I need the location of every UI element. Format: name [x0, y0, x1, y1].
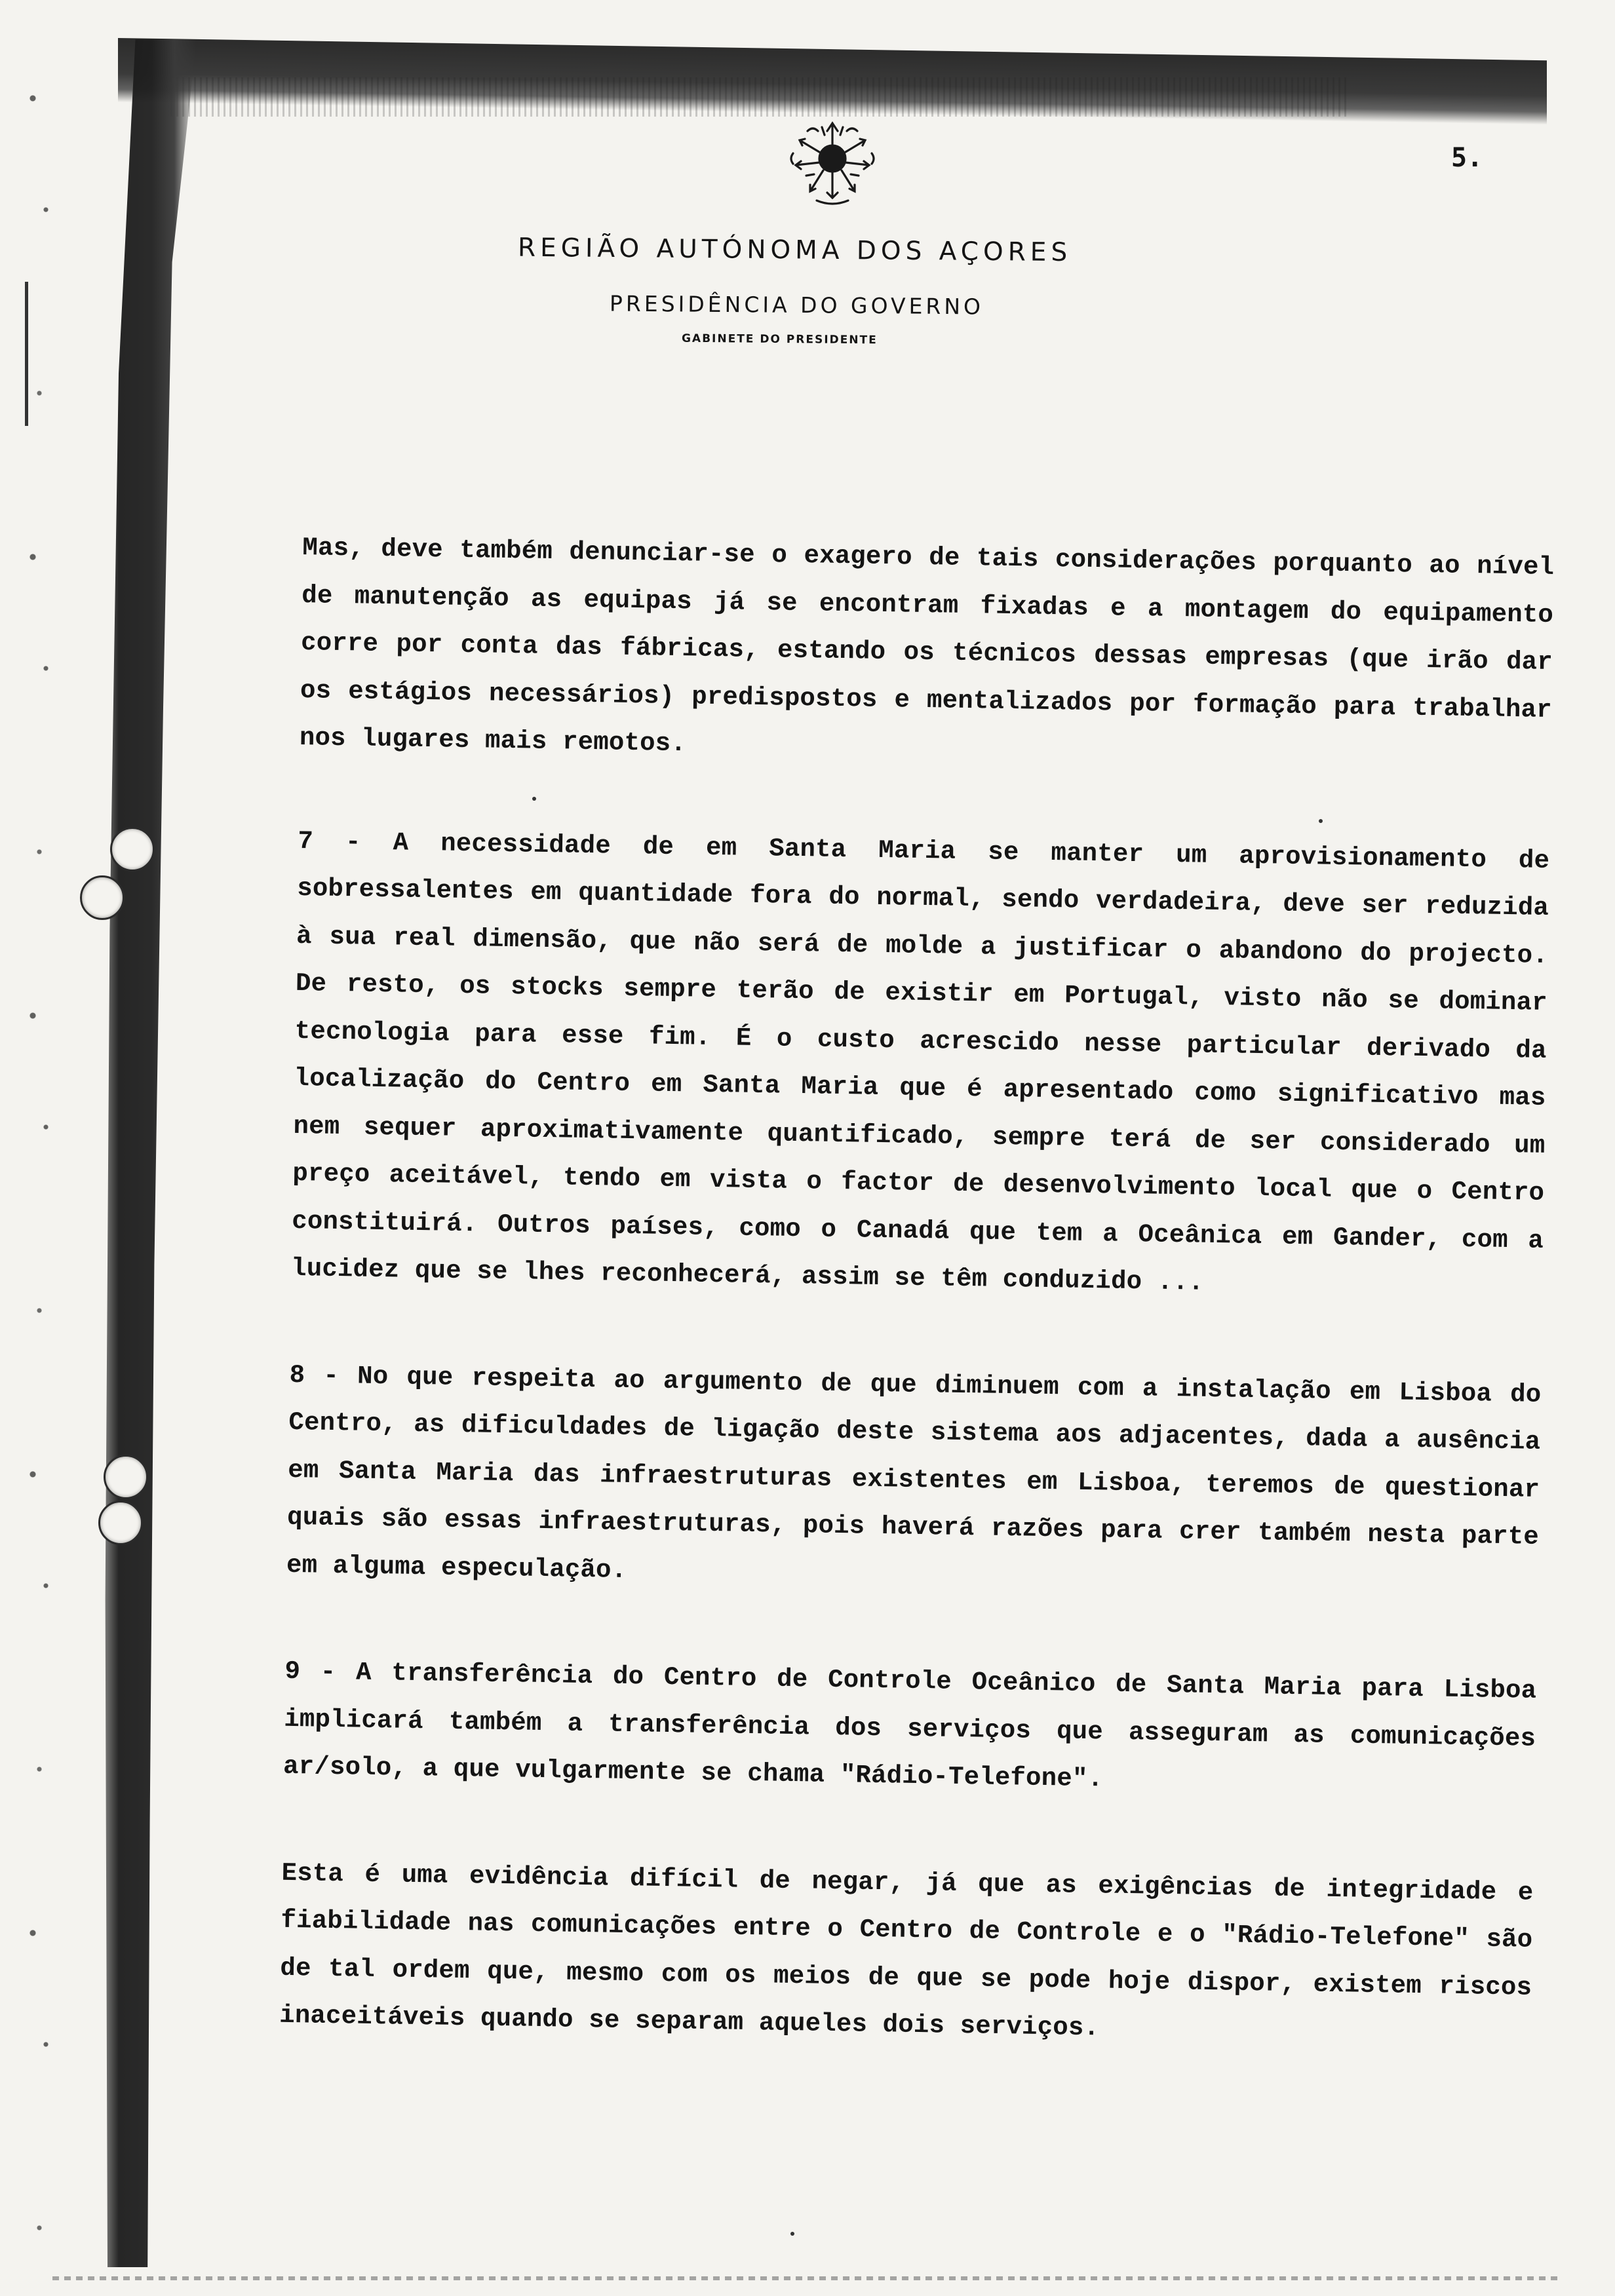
letterhead-office: GABINETE DO PRESIDENTE: [681, 332, 878, 347]
scan-bottom-edge: [52, 2276, 1560, 2280]
coat-of-arms-icon: [781, 111, 884, 210]
scan-noise-top: [170, 77, 1350, 117]
scan-speck: [532, 797, 536, 801]
letter-body: [279, 524, 1555, 2059]
paragraph-item-9: 9 - A transferência do Centro de Controle Oceânico de Santa Maria para Lisboa implicará também a transferência dos serviços que asseguram as comunicações ar/solo, a que vulgarmente se chama "Rádio-Telefone".: [282, 1656, 1537, 1794]
scan-margin-stroke: [25, 282, 28, 426]
paragraph-item-8: 8 - No que respeita ao argumento de que diminuem com a instalação em Lisboa do Centro, as dificuldades de ligação deste sistema aos adjacentes, dada a ausência em Santa Maria das infraestruturas existentes em Lisboa, teremos de questionar quais são essas infraestruturas, pois haverá razões para crer também nesta parte em alguma especulação.: [286, 1360, 1542, 1585]
punch-hole: [80, 875, 125, 920]
paragraph-closing: Esta é uma evidência difícil de negar, já que as exigências de integridade e fiabilidade nas comunicações entre o Centro de Controle e o "Rádio-Telefone" são de tal ordem que, mesmo com os meios de que se pode hoje dispor, existem riscos inaceitáveis quando se separam aqueles dois serviços.: [279, 1858, 1534, 2043]
page-number: 5.: [1451, 143, 1483, 173]
punch-hole: [110, 827, 155, 871]
scan-binding-shadow: [85, 39, 197, 2267]
letterhead-subtitle: PRESIDÊNCIA DO GOVERNO: [609, 290, 984, 320]
scan-speck: [790, 2232, 794, 2236]
scan-speck: [1319, 819, 1323, 823]
punch-hole: [98, 1501, 143, 1545]
scan-margin-marks: [13, 39, 85, 2267]
punch-hole: [104, 1455, 148, 1499]
paragraph-item-7: 7 - A necessidade de em Santa Maria se manter um aprovisionamento de sobressalentes em quantidade fora do normal, sendo verdadeira, deve ser reduzida à sua real dimensão, que não será de molde a justificar o abandono do projecto. De resto, os stocks sempre terão de existir em Portugal, visto não se dominar tecnologia para esse fim. É o custo acrescido nesse particular derivado da localização do Centro em Santa Maria que é apresentado como significativo mas nem sequer aproximativamente quantificado, sempre terá de ser considerado um preço aceitável, tendo em vista o factor de desenvolvimento local que o Centro constituirá. Outros países, como o Canadá que tem a Oceânica em Gander, com a lucidez que se lhes reconhecerá, assim se têm conduzido ...: [290, 826, 1550, 1297]
paragraph-intro: Mas, deve também denunciar-se o exagero de tais considerações porquanto ao nível de manutenção as equipas já se encontram fixadas e a montagem do equipamento corre por conta das fábricas, estando os técnicos dessas empresas (que irão dar os estágios necessários) predispostos e mentalizados por formação para trabalhar nos lugares mais remotos.: [299, 533, 1555, 759]
letterhead-title: REGIÃO AUTÓNOMA DOS AÇORES: [517, 233, 1072, 268]
